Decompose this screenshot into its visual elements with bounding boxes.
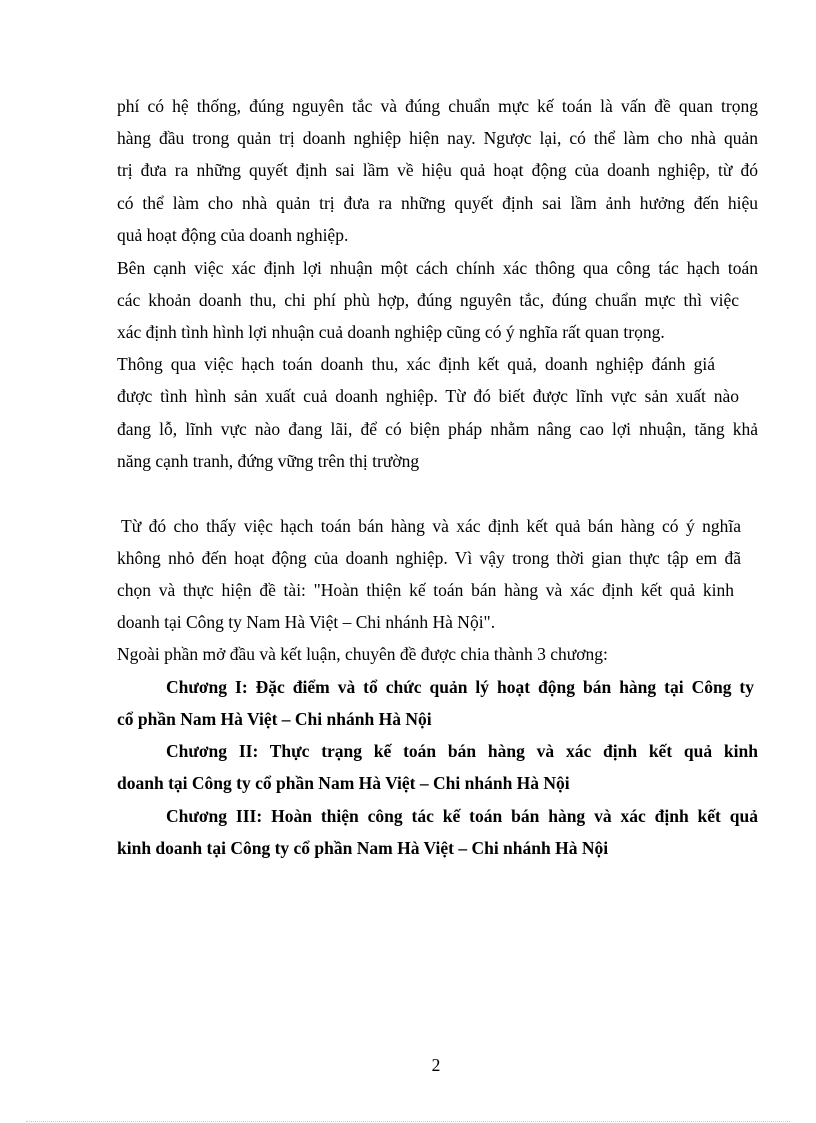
- paragraph-line: được tình hình sản xuất cuả doanh nghiệp. Từ đó biết được lĩnh vực sản xuất nào: [117, 386, 739, 406]
- page-bottom-divider: [26, 1121, 790, 1122]
- chapter-2-line-2: doanh tại Công ty cổ phần Nam Hà Việt – Chi nhánh Hà Nội: [117, 773, 570, 793]
- paragraph-line: Từ đó cho thấy việc hạch toán bán hàng và xác định kết quả bán hàng có ý nghĩa: [121, 516, 741, 536]
- chapter-3-line-2: kinh doanh tại Công ty cổ phần Nam Hà Việt – Chi nhánh Hà Nội: [117, 838, 609, 858]
- paragraph-line: có thể làm cho nhà quản trị đưa ra những quyết định sai lầm ảnh hưởng đến hiệu: [117, 193, 758, 213]
- paragraph-line: năng cạnh tranh, đứng vững trên thị trường: [117, 451, 420, 471]
- paragraph-line: hàng đầu trong quản trị doanh nghiệp hiện nay. Ngược lại, có thể làm cho nhà quản: [117, 128, 758, 148]
- chapter-1-line-1: Chương I: Đặc điểm và tổ chức quản lý hoạt động bán hàng tại Công ty: [166, 677, 754, 697]
- paragraph-line: doanh tại Công ty Nam Hà Việt – Chi nhánh Hà Nội".: [117, 612, 496, 632]
- paragraph-line: không nhỏ đến hoạt động của doanh nghiệp. Vì vậy trong thời gian thực tập em đã: [117, 548, 741, 568]
- paragraph-line: các khoản doanh thu, chi phí phù hợp, đúng nguyên tắc, đúng chuẩn mực thì việc: [117, 290, 739, 310]
- paragraph-line: xác định tình hình lợi nhuận cuả doanh nghiệp cũng có ý nghĩa rất quan trọng.: [117, 322, 665, 342]
- page-number: 2: [431, 1055, 441, 1075]
- chapter-2-line-1: Chương II: Thực trạng kế toán bán hàng và xác định kết quả kinh: [166, 741, 758, 761]
- paragraph-line: phí có hệ thống, đúng nguyên tắc và đúng chuẩn mực kế toán là vấn đề quan trọng: [117, 96, 758, 116]
- paragraph-line: Thông qua việc hạch toán doanh thu, xác định kết quả, doanh nghiệp đánh giá: [117, 354, 715, 374]
- paragraph-line: Bên cạnh việc xác định lợi nhuận một cách chính xác thông qua công tác hạch toán: [117, 258, 758, 278]
- chapter-3-line-1: Chương III: Hoàn thiện công tác kế toán bán hàng và xác định kết quả: [166, 806, 758, 826]
- chapter-1-line-2: cổ phần Nam Hà Việt – Chi nhánh Hà Nội: [117, 709, 432, 729]
- paragraph-line: Ngoài phần mở đầu và kết luận, chuyên đề được chia thành 3 chương:: [117, 644, 608, 664]
- paragraph-line: đang lỗ, lĩnh vực nào đang lãi, để có biện pháp nhằm nâng cao lợi nhuận, tăng khả: [117, 419, 758, 439]
- paragraph-line: quả hoạt động của doanh nghiệp.: [117, 225, 349, 245]
- paragraph-line: trị đưa ra những quyết định sai lầm về hiệu quả hoạt động của doanh nghiệp, từ đó: [117, 160, 758, 180]
- paragraph-line: chọn và thực hiện đề tài: "Hoàn thiện kế toán bán hàng và xác định kết quả kinh: [117, 580, 734, 600]
